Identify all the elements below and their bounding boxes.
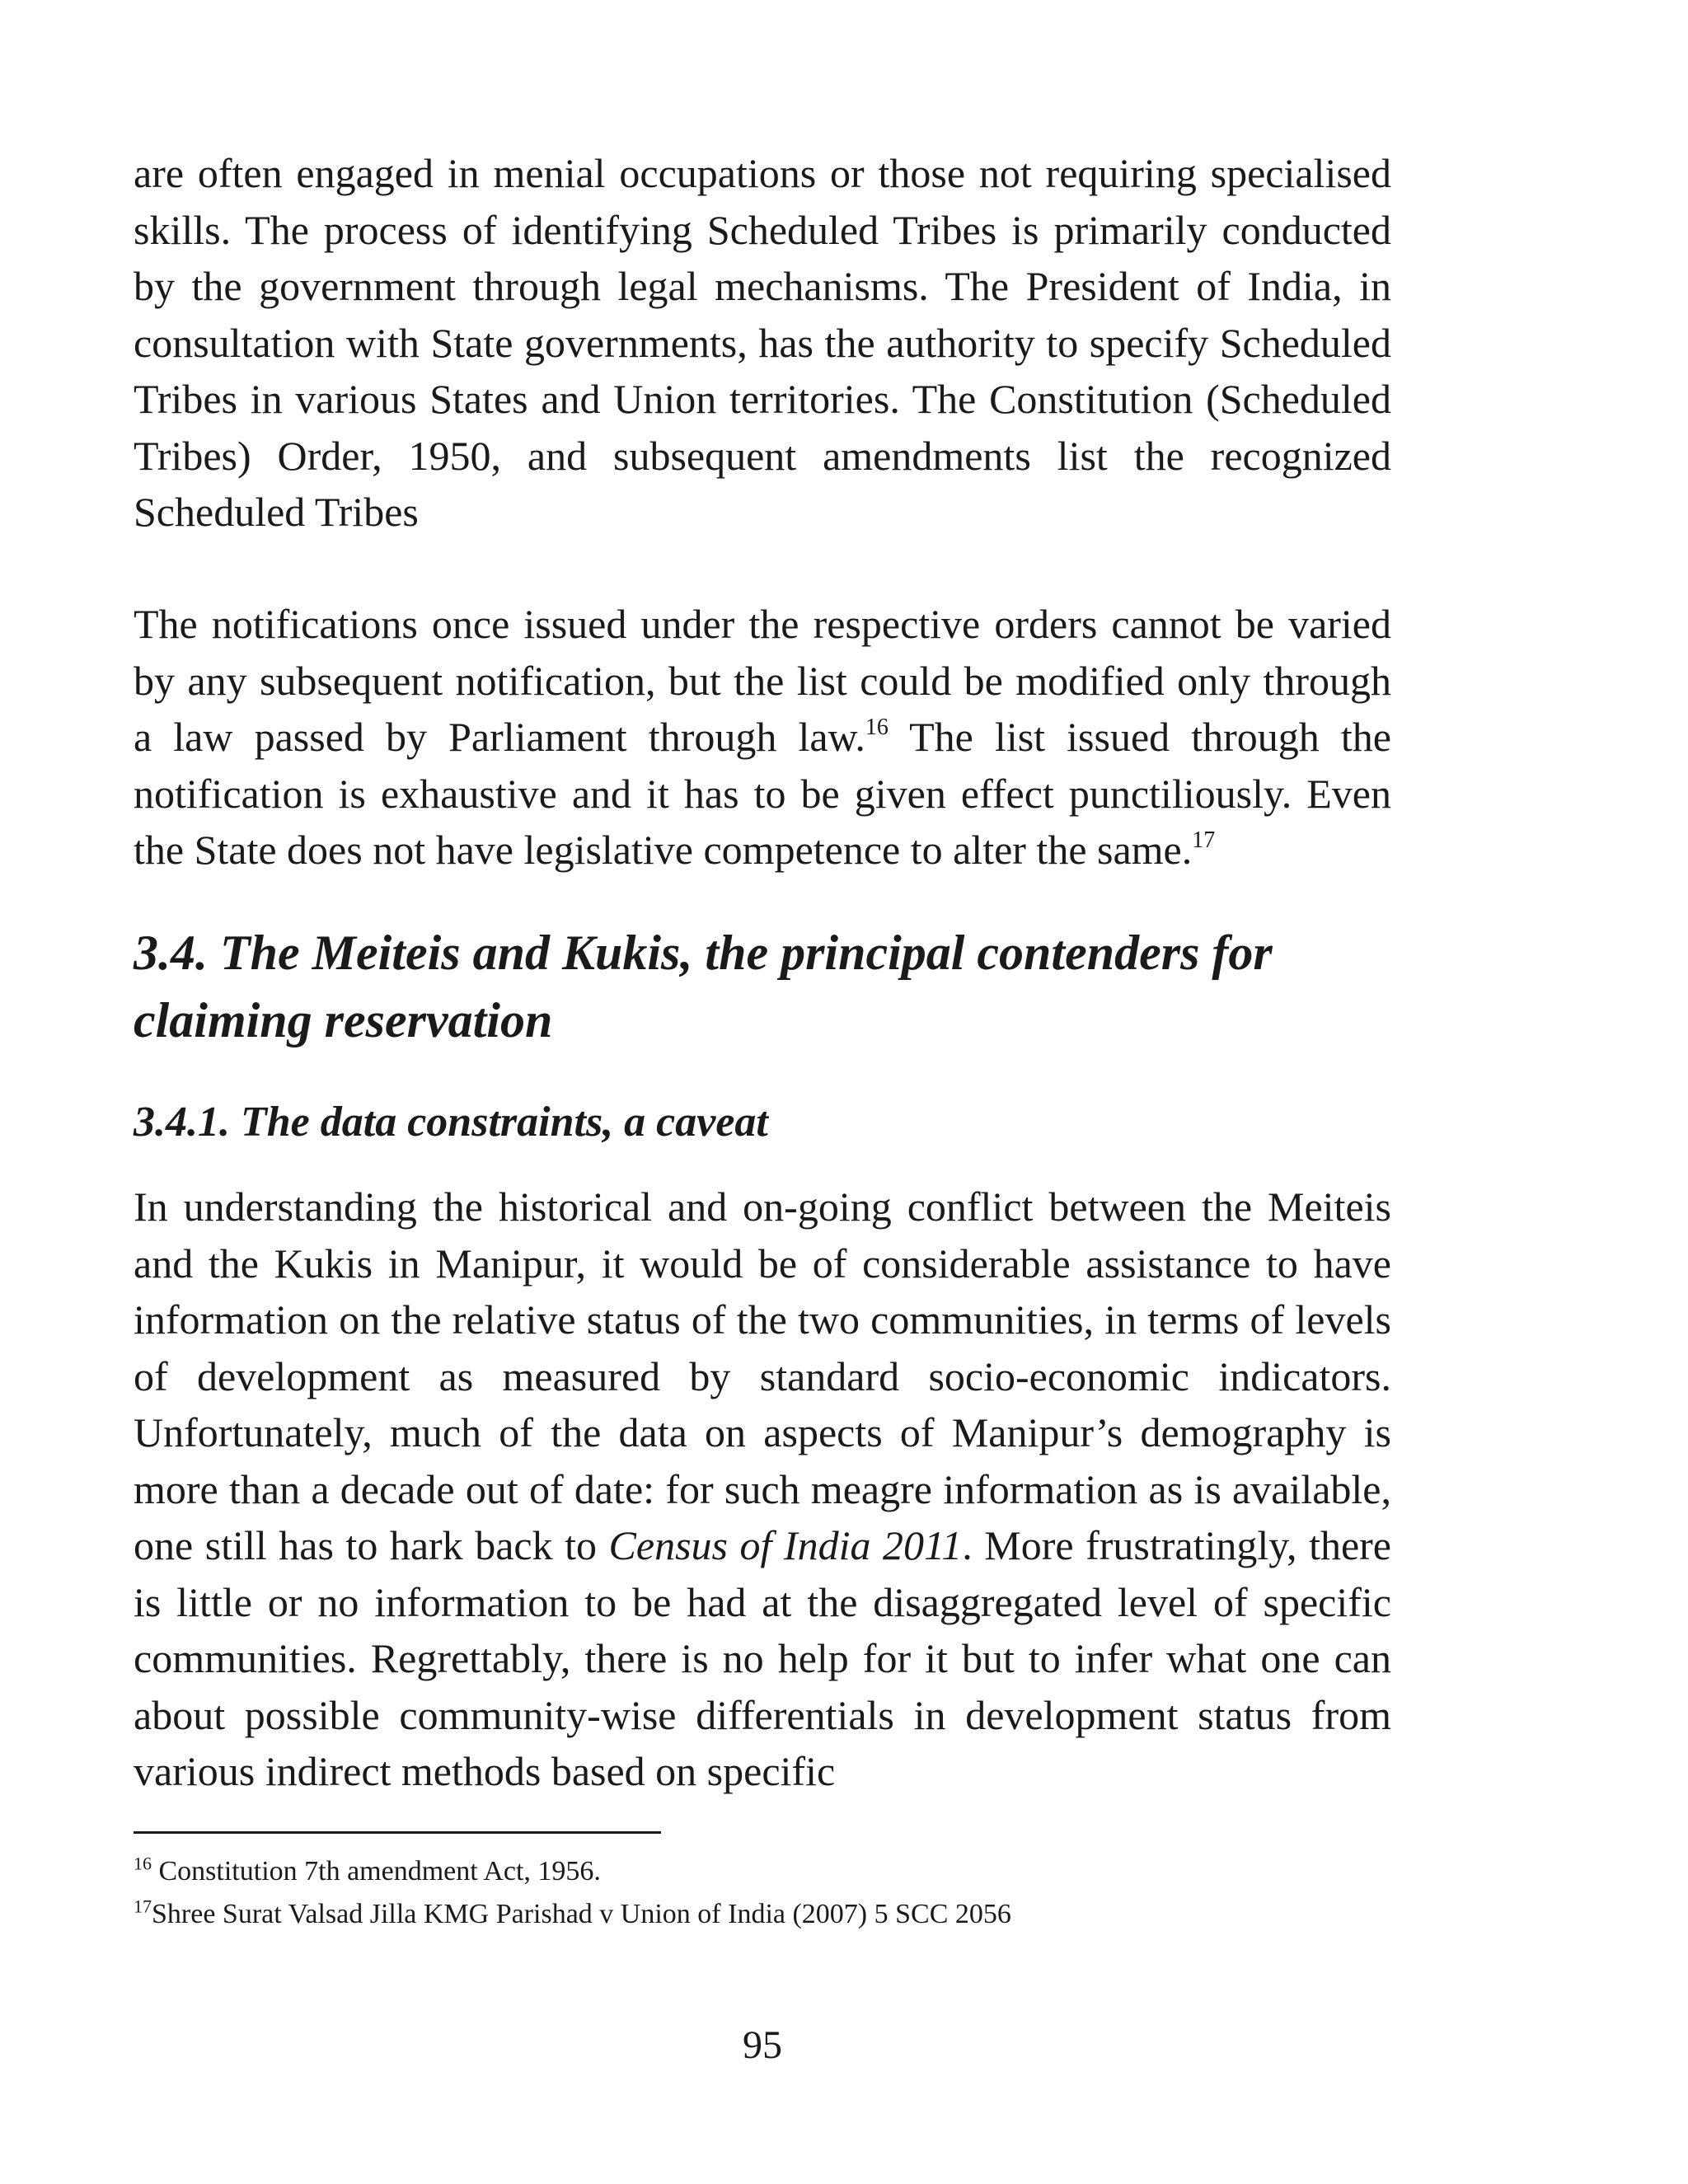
- body-paragraph-data-constraints: [134, 1179, 1391, 1800]
- section-heading: 3.4. The Meiteis and Kukis, the principal contenders for claiming reservation: [134, 926, 1273, 1047]
- footnote-text: Shree Surat Valsad Jilla KMG Parishad v Union of India (2007) 5 SCC 2056: [152, 1899, 1011, 1929]
- footnote-divider: [134, 1831, 661, 1834]
- subsection-heading: 3.4.1. The data constraints, a caveat: [134, 1099, 768, 1146]
- footnote-17: [134, 1893, 1391, 1936]
- body-paragraph-scheduled-tribes: [134, 145, 1391, 541]
- document-page: [134, 0, 1391, 2184]
- footnote-reference-17[interactable]: 17: [1192, 827, 1216, 854]
- footnote-mark: 16: [134, 1853, 152, 1874]
- footnote-text: Constitution 7th amendment Act, 1956.: [152, 1856, 601, 1886]
- body-paragraph-notifications: [134, 596, 1391, 879]
- census-title: Census of India 2011: [608, 1522, 963, 1568]
- paragraph-text: The list issued through the notification is exhaustive and it has to be given effect punctiliously. Even the State does not have legislative competence to alter the same.: [134, 714, 1391, 873]
- paragraph-text: The notifications once issued under the respective orders cannot be varied by any subsequent notification, but the list could be modified only through a law passed by Parliament through law.: [134, 601, 1391, 760]
- paragraph-text: are often engaged in menial occupations or those not requiring specialised skills. The process of identifying Scheduled Tribes is primarily conducted by the government through legal mechanisms. The President of India, in consultation with State governments, has the authority to specify Scheduled Tribes in various States and Union territories. The Constitution (Scheduled Tribes) Order, 1950, and subsequent amendments list the recognized Scheduled Tribes: [134, 150, 1391, 535]
- footnote-reference-16[interactable]: 16: [865, 715, 889, 741]
- footnote-mark: 17: [134, 1896, 152, 1917]
- footnote-16: [134, 1850, 1391, 1893]
- page-number: 95: [743, 2023, 782, 2067]
- paragraph-text: . More frustratingly, there is little or no information to be had at the disaggregated level of specific communities. Regrettably, there is no help for it but to infer what one can about possible community-wise differentials in development status from various indirect methods based on specific: [134, 1522, 1391, 1794]
- paragraph-text: In understanding the historical and on-going conflict between the Meiteis and the Kukis in Manipur, it would be of considerable assistance to have information on the relative status of the two communities, in terms of levels of development as measured by standard socio-economic indicators. Unfortunately, much of the data on aspects of Manipur’s demography is more than a decade out of date: for such meagre information as is available, one still has to hark back to: [134, 1183, 1391, 1568]
- footnotes: [134, 1850, 1391, 1936]
